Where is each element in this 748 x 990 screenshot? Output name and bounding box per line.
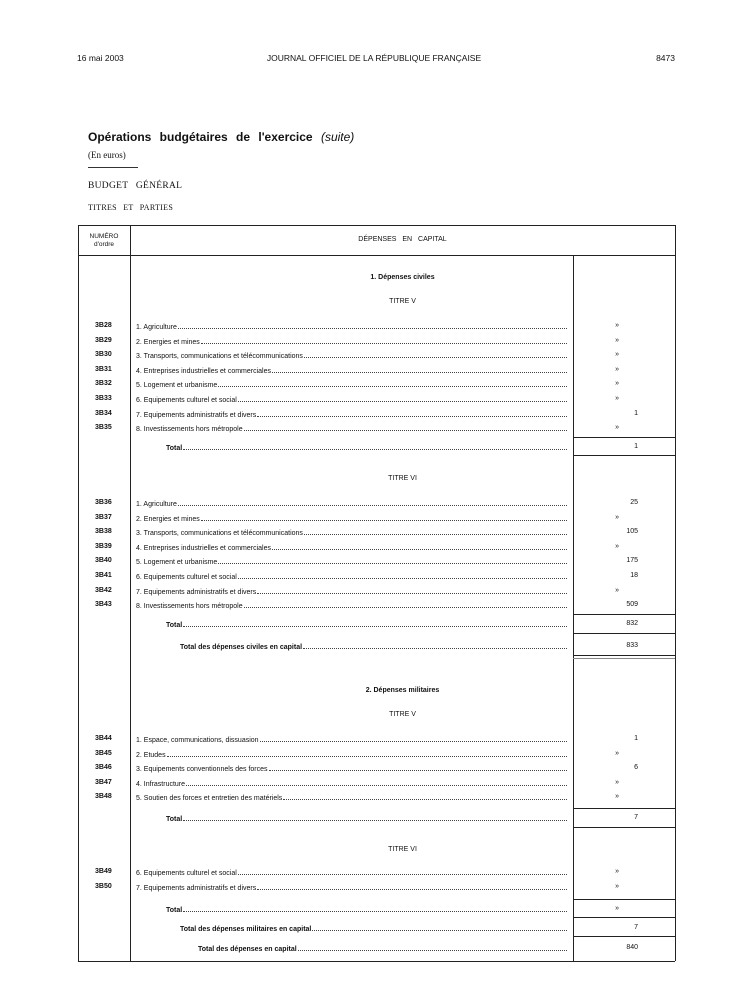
row-code: 3B39 <box>95 542 112 550</box>
table-row <box>78 335 675 347</box>
row-value: » <box>615 778 619 786</box>
total-text: Total <box>166 907 183 914</box>
total-label <box>166 903 567 917</box>
titre-vi-civiles: TITRE VI <box>388 475 417 482</box>
total-value: » <box>615 905 619 912</box>
total-label <box>198 942 567 956</box>
row-code: 3B32 <box>95 380 112 388</box>
budget-table <box>78 225 675 961</box>
column-header-numero <box>78 233 130 249</box>
row-label-text: 5. Logement et urbanisme <box>136 382 218 390</box>
row-label <box>136 526 567 540</box>
leader-dots <box>183 903 567 912</box>
row-value: » <box>615 424 619 432</box>
leader-dots <box>269 762 567 771</box>
row-label <box>136 408 567 422</box>
row-label-text: 6. Equipements culturel et social <box>136 574 237 581</box>
total-box-bottom <box>573 827 675 828</box>
row-label-text: 6. Equipements culturel et social <box>136 397 237 404</box>
leader-dots <box>201 512 567 521</box>
column-header-numero-line2: d'ordre <box>93 241 115 248</box>
leader-dots <box>218 378 567 387</box>
leader-dots <box>167 748 567 757</box>
row-label <box>136 777 567 791</box>
leader-dots <box>298 942 567 951</box>
document-title-suffix: (suite) <box>320 130 355 144</box>
row-code: 3B36 <box>95 499 112 506</box>
table-row <box>78 422 675 434</box>
total-value: 1 <box>634 443 638 450</box>
total-box-double <box>573 658 675 659</box>
leader-dots <box>272 541 567 550</box>
total-row-mil-v <box>78 812 675 824</box>
leader-dots <box>257 585 567 594</box>
total-row-civ-vi <box>78 618 675 630</box>
row-label <box>136 393 567 407</box>
row-code: 3B43 <box>95 601 112 609</box>
leader-dots <box>238 393 567 402</box>
row-value: 175 <box>626 557 638 565</box>
row-label <box>136 378 567 392</box>
table-row <box>78 320 675 332</box>
table-bottom-border <box>78 961 675 962</box>
row-value: » <box>615 793 619 801</box>
row-code: 3B49 <box>95 868 112 875</box>
row-value: » <box>615 868 619 875</box>
total-box-top <box>573 808 675 809</box>
total-row-militaires <box>78 922 675 934</box>
row-value: » <box>615 749 619 757</box>
table-row <box>78 748 675 760</box>
total-label <box>166 618 567 632</box>
leader-dots <box>304 526 567 535</box>
total-text: Total <box>166 816 183 823</box>
row-label-text: 4. Infrastructure <box>136 780 186 788</box>
row-label <box>136 599 567 613</box>
total-value: 7 <box>634 814 638 821</box>
total-label <box>166 812 567 826</box>
grand-total-row <box>78 942 675 954</box>
total-box-bottom <box>573 633 675 634</box>
column-header-depenses: DÉPENSES EN CAPITAL <box>358 236 447 243</box>
row-label <box>136 335 567 349</box>
leader-dots <box>201 335 567 344</box>
table-row <box>78 866 675 878</box>
row-value: » <box>615 351 619 359</box>
row-code: 3B31 <box>95 365 112 373</box>
row-value: » <box>615 365 619 373</box>
row-value: 1 <box>634 735 638 742</box>
row-label-text: 3. Transports, communications et télécommunications <box>136 530 303 538</box>
row-value: 509 <box>626 601 638 609</box>
titre-v-civiles: TITRE V <box>389 298 416 305</box>
header-journal-title: JOURNAL OFFICIEL DE LA RÉPUBLIQUE FRANÇAISE <box>266 53 482 63</box>
total-text: Total des dépenses militaires en capital <box>180 926 312 933</box>
row-label-text: 5. Soutien des forces et entretien des matériels <box>136 795 283 803</box>
row-label-text: 8. Investissements hors métropole <box>136 603 243 611</box>
table-row <box>78 791 675 803</box>
total-value: 832 <box>626 620 638 627</box>
row-code: 3B30 <box>95 351 112 359</box>
row-code: 3B28 <box>95 322 112 329</box>
row-code: 3B29 <box>95 336 112 344</box>
row-label-text: 8. Investissements hors métropole <box>136 426 243 434</box>
row-label-text: 1. Agriculture <box>136 324 177 331</box>
table-row <box>78 526 675 538</box>
row-code: 3B44 <box>95 735 112 742</box>
column-header-numero-line1: NUMÉRO <box>89 233 119 240</box>
section-heading-militaires: 2. Dépenses militaires <box>365 687 440 694</box>
total-box-bottom <box>573 936 675 937</box>
row-label <box>136 748 567 762</box>
total-text: Total des dépenses civiles en capital <box>180 644 303 651</box>
row-code: 3B48 <box>95 793 112 801</box>
row-label-text: 2. Energies et mines <box>136 338 200 346</box>
row-label <box>136 570 567 584</box>
document-title <box>88 130 354 144</box>
row-value: » <box>615 336 619 344</box>
budget-label: BUDGET GÉNÉRAL <box>88 181 183 191</box>
row-label <box>136 733 567 747</box>
row-label <box>136 422 567 436</box>
total-text: Total <box>166 445 183 452</box>
total-label <box>180 640 567 654</box>
leader-dots <box>186 777 567 786</box>
total-value: 840 <box>626 944 638 951</box>
document-title-text: Opérations budgétaires de l'exercice <box>88 130 313 144</box>
total-row-mil-vi <box>78 903 675 915</box>
leader-dots <box>257 881 567 890</box>
row-value: 18 <box>630 572 638 579</box>
titres-label: TITRES ET PARTIES <box>88 203 174 212</box>
leader-dots <box>183 812 567 821</box>
row-label <box>136 497 567 511</box>
row-value: » <box>615 513 619 521</box>
total-text: Total <box>166 622 183 629</box>
leader-dots <box>303 640 567 649</box>
total-box-bottom <box>573 917 675 918</box>
row-label-text: 7. Equipements administratifs et divers <box>136 884 257 892</box>
row-label-text: 1. Agriculture <box>136 501 177 508</box>
row-value: » <box>615 380 619 388</box>
row-label <box>136 364 567 378</box>
row-value: » <box>615 395 619 402</box>
titre-v-militaires: TITRE V <box>389 711 416 718</box>
table-row <box>78 349 675 361</box>
row-value: » <box>615 542 619 550</box>
leader-dots <box>218 555 567 564</box>
table-row <box>78 881 675 893</box>
row-code: 3B45 <box>95 749 112 757</box>
row-label-text: 6. Equipements culturel et social <box>136 870 237 877</box>
table-row <box>78 777 675 789</box>
leader-dots <box>183 441 567 450</box>
row-code: 3B34 <box>95 409 112 417</box>
titre-vi-militaires: TITRE VI <box>388 846 417 853</box>
leader-dots <box>238 570 567 579</box>
total-row-civ-v <box>78 441 675 453</box>
row-label <box>136 349 567 363</box>
row-label <box>136 512 567 526</box>
row-label <box>136 762 567 776</box>
leader-dots <box>260 733 567 742</box>
row-label <box>136 320 567 334</box>
row-value: 25 <box>630 499 638 506</box>
row-value: » <box>615 882 619 890</box>
row-label-text: 7. Equipements administratifs et divers <box>136 411 257 419</box>
row-label-text: 1. Espace, communications, dissuasion <box>136 737 259 744</box>
table-top-border <box>78 225 675 226</box>
total-label <box>180 922 567 936</box>
table-row <box>78 585 675 597</box>
row-label-text: 5. Logement et urbanisme <box>136 559 218 567</box>
header-date: 16 mai 2003 <box>77 53 124 63</box>
row-code: 3B42 <box>95 586 112 594</box>
table-header-border <box>78 255 675 256</box>
total-value: 7 <box>634 924 638 931</box>
row-code: 3B35 <box>95 424 112 432</box>
total-box-bottom <box>573 455 675 456</box>
leader-dots <box>244 422 567 431</box>
row-label-text: 3. Equipements conventionnels des forces <box>136 766 268 774</box>
leader-dots <box>272 364 567 373</box>
table-row <box>78 733 675 745</box>
leader-dots <box>238 866 567 875</box>
row-label-text: 4. Entreprises industrielles et commerciales <box>136 544 271 552</box>
leader-dots <box>178 320 567 329</box>
total-row-civiles <box>78 640 675 652</box>
row-value: 1 <box>634 409 638 417</box>
total-box-top <box>573 899 675 900</box>
unit-rule <box>88 167 138 168</box>
row-value: 105 <box>626 528 638 536</box>
row-value: » <box>615 586 619 594</box>
row-value: 6 <box>634 764 638 772</box>
table-row <box>78 393 675 405</box>
total-text: Total des dépenses en capital <box>198 946 297 953</box>
row-label <box>136 791 567 805</box>
leader-dots <box>304 349 567 358</box>
total-box-top <box>573 614 675 615</box>
leader-dots <box>283 791 567 800</box>
row-code: 3B33 <box>95 395 112 402</box>
row-label <box>136 541 567 555</box>
row-label-text: 2. Energies et mines <box>136 515 200 523</box>
leader-dots <box>178 497 567 506</box>
table-row <box>78 408 675 420</box>
row-label <box>136 866 567 880</box>
leader-dots <box>183 618 567 627</box>
row-label <box>136 555 567 569</box>
leader-dots <box>244 599 567 608</box>
row-code: 3B40 <box>95 557 112 565</box>
document-unit: (En euros) <box>88 150 126 160</box>
total-box-top <box>573 437 675 438</box>
leader-dots <box>257 408 567 417</box>
table-row <box>78 378 675 390</box>
row-code: 3B47 <box>95 778 112 786</box>
table-row <box>78 364 675 376</box>
table-row <box>78 497 675 509</box>
row-code: 3B41 <box>95 572 112 579</box>
row-label-text: 7. Equipements administratifs et divers <box>136 588 257 596</box>
table-row <box>78 555 675 567</box>
table-row <box>78 541 675 553</box>
section-heading-civiles: 1. Dépenses civiles <box>370 274 435 281</box>
row-label <box>136 881 567 895</box>
row-label-text: 3. Transports, communications et télécommunications <box>136 353 303 361</box>
table-row <box>78 599 675 611</box>
row-code: 3B46 <box>95 764 112 772</box>
row-code: 3B38 <box>95 528 112 536</box>
total-value: 833 <box>626 642 638 649</box>
table-row <box>78 512 675 524</box>
row-value: » <box>615 322 619 329</box>
total-label <box>166 441 567 455</box>
table-row <box>78 762 675 774</box>
row-label <box>136 585 567 599</box>
leader-dots <box>312 922 567 931</box>
header-page-number: 8473 <box>656 53 675 63</box>
table-row <box>78 570 675 582</box>
row-code: 3B50 <box>95 882 112 890</box>
total-box-bottom <box>573 655 675 656</box>
row-label-text: 4. Entreprises industrielles et commerciales <box>136 367 271 375</box>
row-label-text: 2. Etudes <box>136 751 166 759</box>
row-code: 3B37 <box>95 513 112 521</box>
table-right-border <box>675 225 676 961</box>
